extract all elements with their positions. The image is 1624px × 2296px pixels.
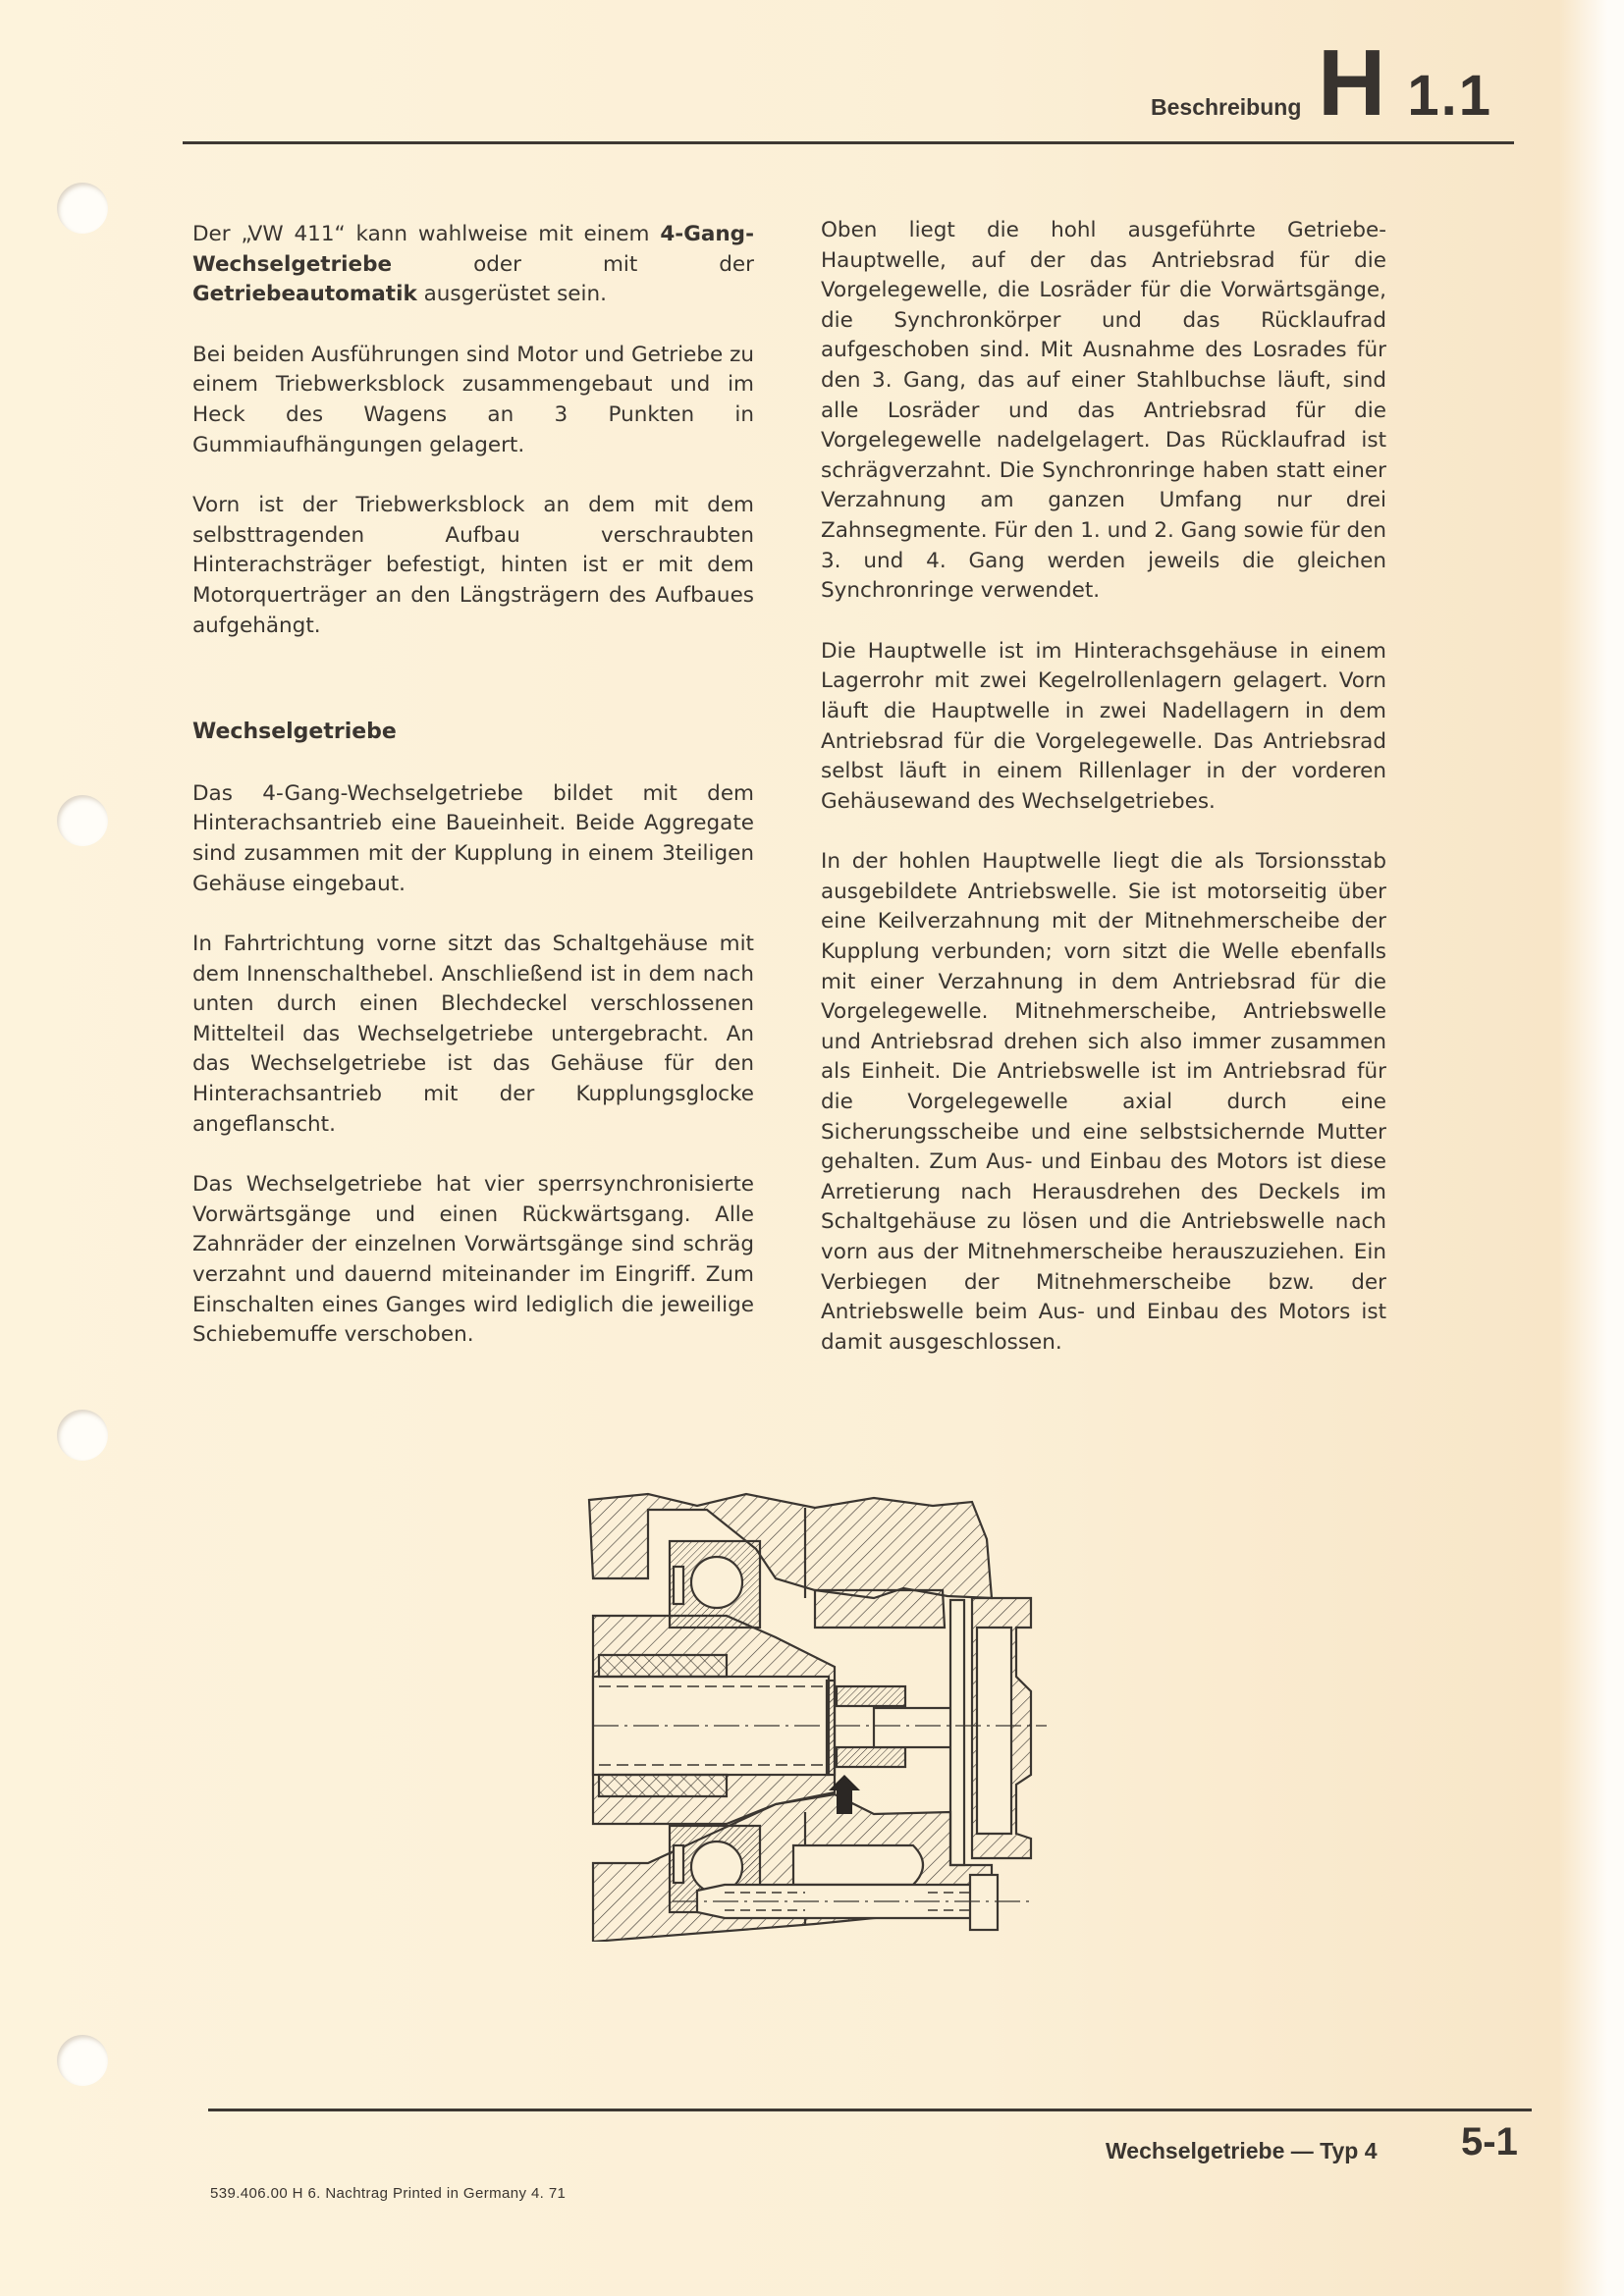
paragraph: In der hohlen Hauptwelle liegt die als Torsionsstab ausgebildete Antriebswelle. Sie ist motorseitig über eine Keilverzahnung mit der Mitnehmerscheibe der Kupplung verbunden; vorn sitzt die Welle ebenfalls mit einer Verzahnung in dem Antriebsrad für die Vorgelegewelle. Mitnehmerscheibe, Antriebswelle und Antriebsrad drehen sich also immer zusammen als Einheit. Die Antriebswelle ist im Antriebsrad für die Vorgelegewelle axial durch eine Sicherungsscheibe und eine selbstsichernde Mutter gehalten. Zum Aus- und Einbau des Motors ist diese Arretierung nach Herausdrehen des Deckels im Schaltgehäuse zu lösen und die Antriebswelle nach vorn aus der Mitnehmerscheibe herauszuziehen. Ein Verbiegen der Mitnehmerscheibe bzw. der Antriebswelle beim Aus- und Einbau des Motors ist damit ausgeschlossen. — [821, 849, 1386, 1355]
header-rule — [183, 141, 1514, 144]
intro-text: ausgerüstet sein. — [416, 282, 607, 307]
section-code-letter: H — [1318, 30, 1386, 135]
nut-upper — [837, 1686, 905, 1706]
shaft-spline-lower — [599, 1775, 727, 1796]
section-heading: Wechselgetriebe — [192, 720, 397, 745]
paragraph: In Fahrtrichtung vorne sitzt das Schaltgehäuse mit dem Innenschalthebel. Anschließend ist in dem nach unten durch einen Blechdeckel verschlossenen Mittelteil das Wechselgetriebe untergebracht. An das Wechselgetriebe ist das Gehäuse für den Hinterachsantrieb mit der Kupplungsglocke angeflanscht. — [192, 932, 754, 1137]
intro-text: Der „VW 411“ kann wahlweise mit einem — [192, 222, 661, 246]
nut-lower — [837, 1747, 905, 1767]
punch-hole — [57, 795, 108, 846]
footer-title: Wechselgetriebe — Typ 4 — [1106, 2138, 1378, 2163]
footer-rule — [208, 2109, 1532, 2111]
punch-hole — [57, 1410, 108, 1461]
paragraph: Die Hauptwelle ist im Hinterachsgehäuse in einem Lagerrohr mit zwei Kegelrollenlagern gelagert. Vorn läuft die Hauptwelle in zwei Nadellagern in dem Antriebsrad für die Vorgelegewelle. Das Antriebsrad selbst läuft in einem Rillenlager in der vorderen Gehäusewand des Wechselgetriebes. — [821, 638, 1386, 814]
section-label: Beschreibung — [1151, 94, 1302, 120]
right-column — [821, 216, 1386, 1388]
intro-bold-manual: 4-Gang-Wechselgetriebe — [192, 222, 754, 277]
gasket — [950, 1600, 964, 1865]
paragraph: Bei beiden Ausführungen sind Motor und Getriebe zu einem Triebwerksblock zusammengebaut und im Heck des Wagens an 3 Punkten in Gummiaufhängungen gelagert. — [192, 342, 754, 457]
end-cover-cavity — [977, 1628, 1011, 1834]
paragraph: Das 4-Gang-Wechselgetriebe bildet mit dem Hinterachsantrieb eine Baueinheit. Beide Aggregate sind zusammen mit der Kupplung in einem 3teiligen Gehäuse eingebaut. — [192, 780, 754, 896]
shaft-spline-upper — [599, 1655, 727, 1677]
paragraph: Oben liegt die hohl ausgeführte Getriebe-Hauptwelle, auf der das Antriebsrad für die Vorgelegewelle, die Losräder für die Vorwärtsgänge, die Synchronkörper und das Rücklaufrad aufgeschoben sind. Mit Ausnahme des Losrades für den 3. Gang, das auf einer Stahlbuchse läuft, sind alle Losräder und das Antriebsrad für die Vorgelegewelle nadelgelagert. Das Rücklaufrad ist schrägverzahnt. Die Synchronringe haben statt einer Verzahnung am ganzen Umfang nur drei Zahnsegmente. Für den 1. und 2. Gang sowie für den 3. und 4. Gang werden jeweils die gleichen Synchronringe verwendet. — [821, 218, 1386, 604]
upper-bearing-cage — [674, 1567, 683, 1604]
section-code — [1318, 29, 1492, 135]
left-column — [192, 220, 754, 1381]
upper-housing-web — [815, 1590, 945, 1628]
lower-bearing-cage — [674, 1845, 683, 1883]
intro-bold-automatic: Getriebeautomatik — [192, 282, 417, 307]
print-info: 539.406.00 H 6. Nachtrag Printed in Germany 4. 71 — [210, 2185, 567, 2202]
paragraph: Vorn ist der Triebwerksblock an dem mit dem selbsttragenden Aufbau verschraubten Hinterachsträger befestigt, hinten ist er mit dem Motorquerträger an den Längsträgern des Aufbaues aufgehängt. — [192, 493, 754, 638]
punch-hole — [57, 2035, 108, 2086]
locking-washer — [827, 1681, 835, 1775]
drawing-lines — [589, 1494, 1031, 1942]
intro-paragraph — [192, 220, 754, 310]
paragraph: Das Wechselgetriebe hat vier sperrsynchronisierte Vorwärtsgänge und einen Rückwärtsgang. Alle Zahnräder der einzelnen Vorwärtsgänge sind schräg verzahnt und dauernd miteinander im Eingriff. Zum Einschalten eines Ganges wird lediglich die jeweilige Schiebemuffe verschoben. — [192, 1172, 754, 1348]
shaft-end — [874, 1708, 952, 1747]
bolt-nut — [970, 1875, 998, 1930]
main-shaft — [593, 1677, 829, 1775]
intro-text: oder mit der — [392, 251, 754, 277]
transmission-cross-section-figure — [579, 1480, 1051, 1942]
page-number: 5-1 — [1461, 2120, 1518, 2163]
section-code-number: 1.1 — [1407, 64, 1492, 128]
oil-channel — [793, 1845, 923, 1885]
upper-housing — [589, 1494, 992, 1598]
punch-hole — [57, 183, 108, 234]
upper-bearing-ball — [691, 1557, 742, 1608]
